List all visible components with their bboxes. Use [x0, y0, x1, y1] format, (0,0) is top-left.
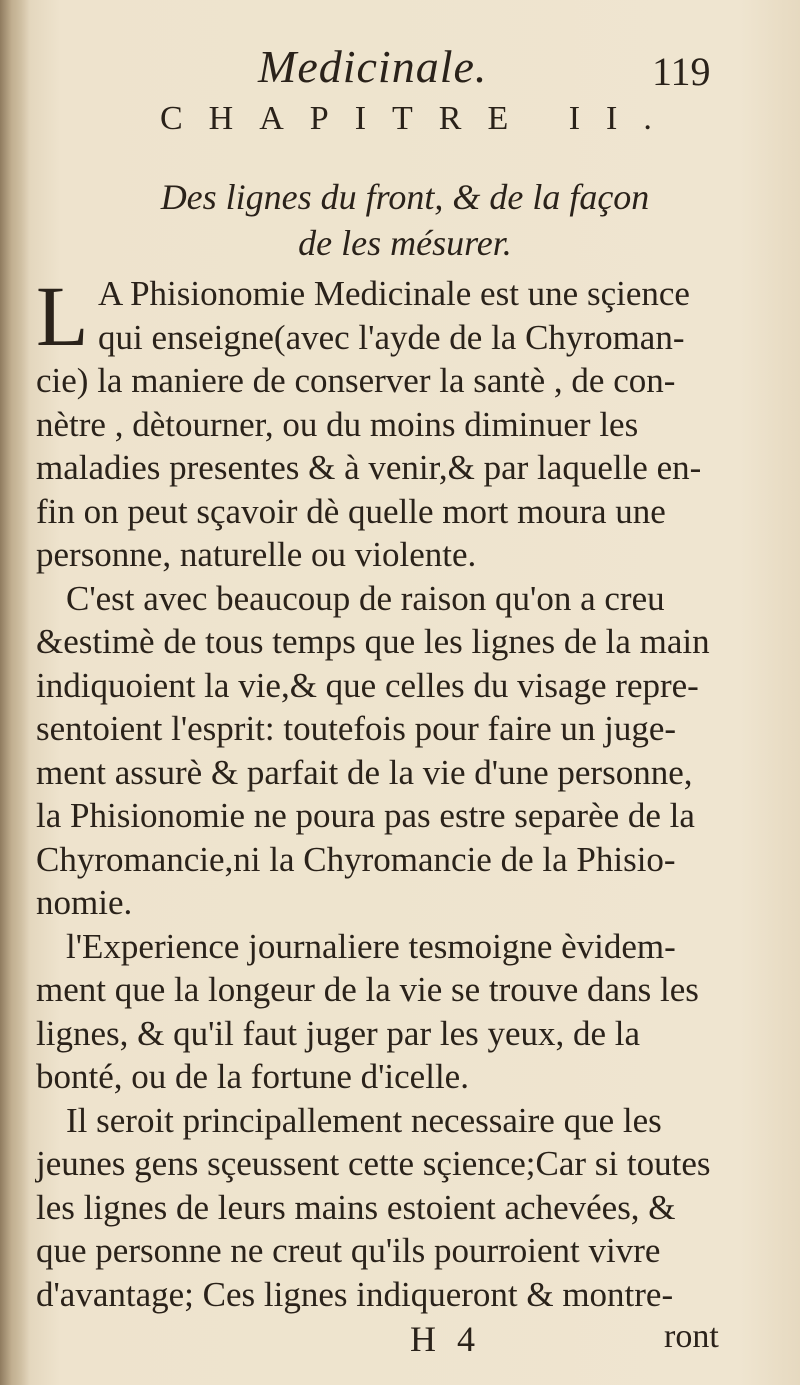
text-line: ment que la longeur de la vie se trouve dans les [36, 970, 699, 1009]
text-line: C'est avec beaucoup de raison qu'on a creu [66, 578, 665, 618]
page-header [0, 38, 800, 98]
text-line: &estimè de tous temps que les lignes de la main [36, 622, 710, 661]
running-head: Medicinale. [258, 41, 488, 92]
chapter-subtitle-line-2: de les mésurer. [298, 223, 512, 263]
page-footer [0, 1318, 800, 1368]
text-line: lignes, & qu'il faut juger par les yeux, de la [36, 1013, 641, 1053]
body-text [36, 268, 754, 1316]
signature-mark: H 4 [410, 1319, 481, 1359]
text-line: nètre , dètourner, ou du moins diminuer les [36, 404, 639, 444]
chapter-subtitle-line-1: Des lignes du front, & de la façon [160, 177, 650, 217]
text-line: sentoient l'esprit: toutefois pour faire un juge- [36, 709, 677, 748]
text-line: indiquoient la vie,& que celles du visage repre- [36, 665, 699, 705]
catchword: ront [664, 1318, 719, 1355]
text-line-content: A Phisionomie Medicinale est une sçience [98, 274, 690, 313]
text-line: personne, naturelle ou violente. [36, 535, 477, 574]
text-line: cie) la maniere de conserver la santè , de con- [36, 361, 676, 400]
chapter-title: CHAPITRE II. [160, 100, 678, 137]
text-line: bonté, ou de la fortune d'icelle. [36, 1057, 469, 1096]
text-line: Chyromancie,ni la Chyromancie de la Phisio- [36, 839, 676, 879]
text-line: l'Experience journaliere tesmoigne èvidem- [66, 926, 676, 966]
text-line: Il seroit principallement necessaire que les [66, 1100, 662, 1140]
text-line: la Phisionomie ne poura pas estre separèe de la [36, 796, 695, 835]
page-spine-shadow [0, 0, 30, 1385]
drop-cap: L [36, 268, 89, 364]
text-line: d'avantage; Ces lignes indiqueront & montre- [36, 1274, 674, 1314]
text-line: les lignes de leurs mains estoient achevées, & [36, 1187, 676, 1227]
text-line: fin on peut sçavoir dè quelle mort moura une [36, 491, 666, 531]
text-line: jeunes gens sçeussent cette sçience;Car si toutes [36, 1144, 711, 1183]
text-line: ment assurè & parfait de la vie d'une personne, [36, 752, 693, 792]
text-line: maladies presentes & à venir,& par laquelle en- [36, 448, 702, 487]
text-line: qui enseigne(avec l'ayde de la Chyroman- [98, 317, 685, 357]
text-line: nomie. [36, 883, 133, 922]
text-line: que personne ne creut qu'ils pourroient vivre [36, 1231, 661, 1270]
page-number: 119 [652, 49, 711, 94]
